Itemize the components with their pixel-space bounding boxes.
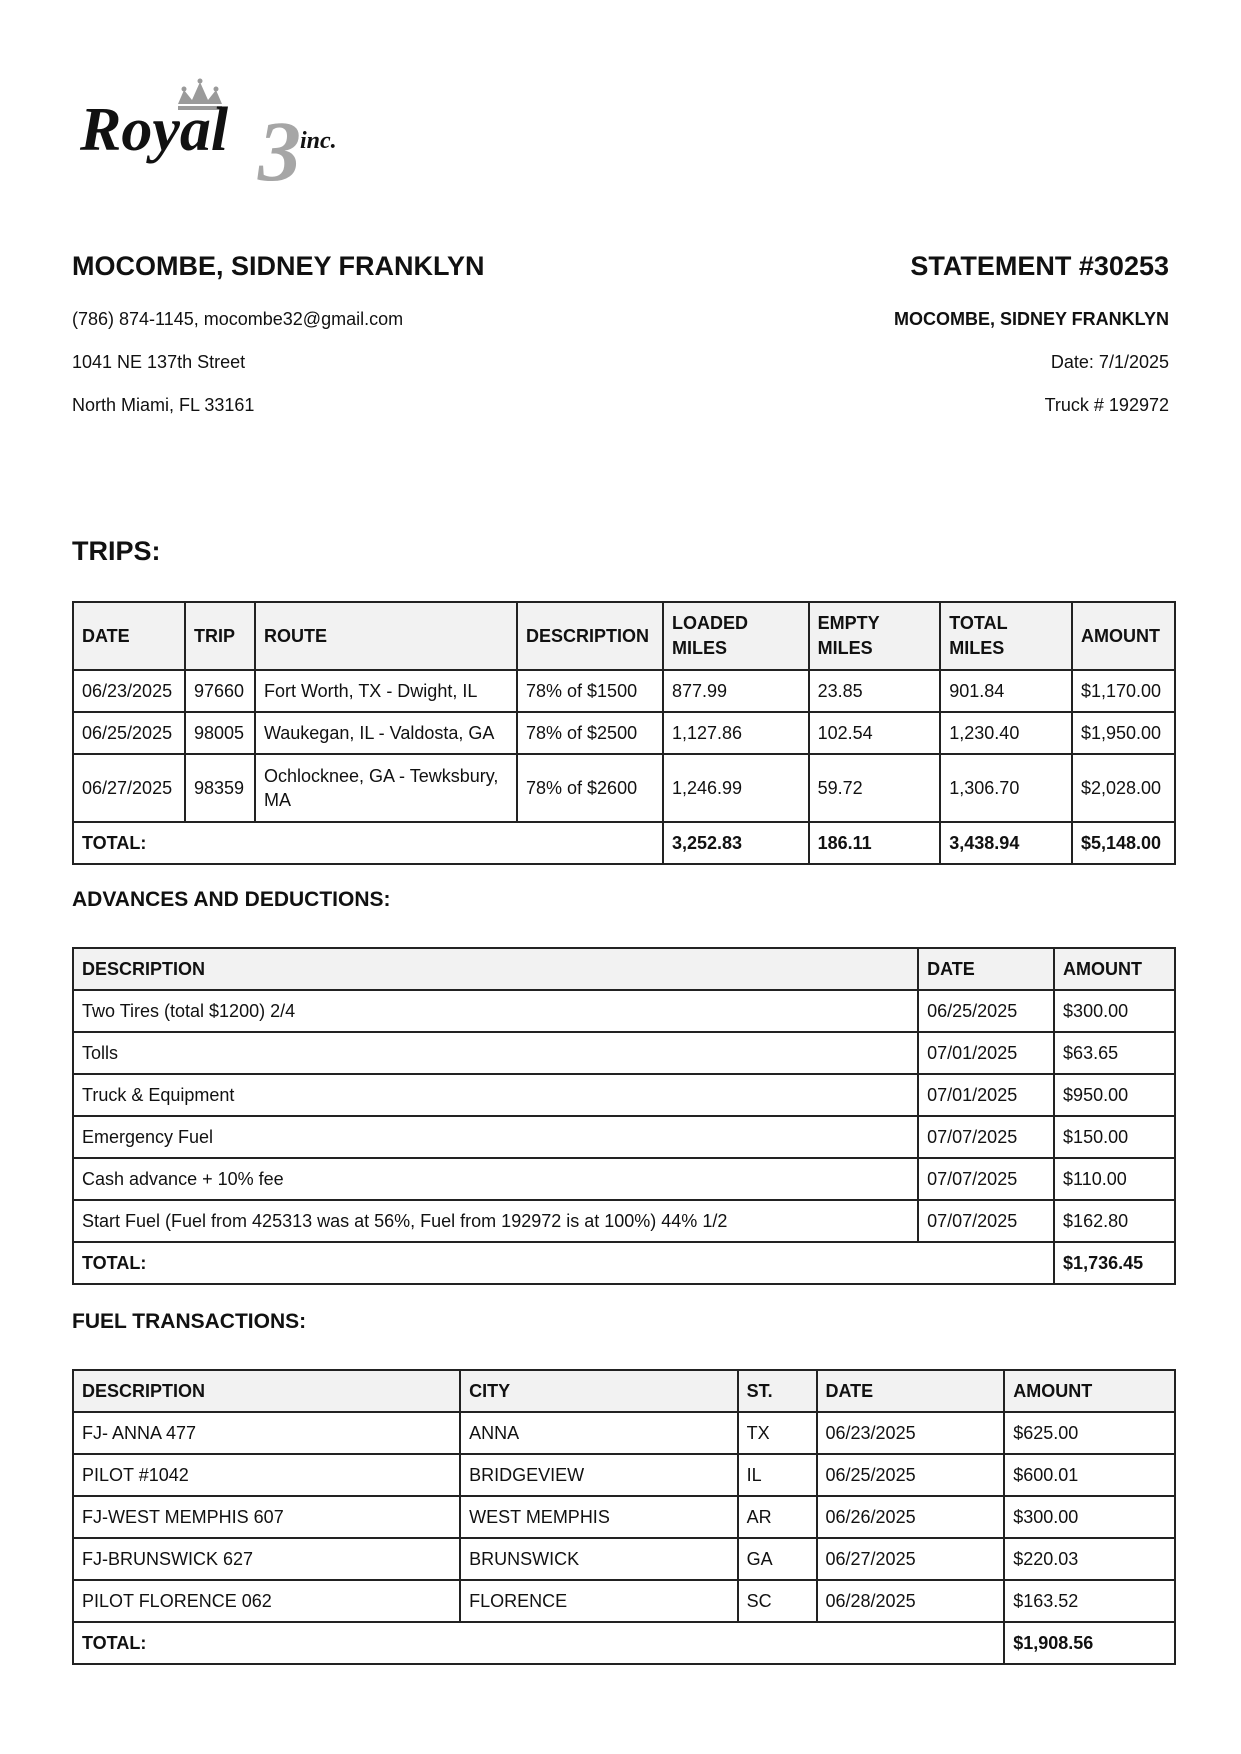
cell-state: AR <box>738 1496 817 1538</box>
cell-city: WEST MEMPHIS <box>460 1496 737 1538</box>
table-row <box>73 1032 1175 1074</box>
cell-date: 06/25/2025 <box>73 712 185 754</box>
column-header: DESCRIPTION <box>73 1370 460 1412</box>
cell-date: 06/23/2025 <box>73 670 185 712</box>
cell-date: 07/07/2025 <box>918 1200 1054 1242</box>
cell-date: 06/25/2025 <box>817 1454 1005 1496</box>
cell-total-miles: 1,306.70 <box>940 754 1072 822</box>
total-amount: $1,908.56 <box>1004 1622 1175 1664</box>
driver-contact: (786) 874-1145, mocombe32@gmail.com <box>72 309 404 329</box>
driver-name-heading: MOCOMBE, SIDNEY FRANKLYN <box>72 251 485 281</box>
cell-date: 06/27/2025 <box>817 1538 1005 1580</box>
column-header: DATE <box>817 1370 1005 1412</box>
table-row <box>73 1454 1175 1496</box>
column-header: DATE <box>73 602 185 670</box>
statement-title: STATEMENT #30253 <box>910 251 1169 281</box>
cell-loaded-miles: 1,246.99 <box>663 754 809 822</box>
cell-loaded-miles: 877.99 <box>663 670 809 712</box>
total-miles: 3,438.94 <box>940 822 1072 864</box>
cell-trip: 98359 <box>185 754 255 822</box>
cell-date: 07/07/2025 <box>918 1116 1054 1158</box>
column-header: AMOUNT <box>1004 1370 1175 1412</box>
cell-total-miles: 901.84 <box>940 670 1072 712</box>
cell-description: FJ-BRUNSWICK 627 <box>73 1538 460 1580</box>
svg-text:3: 3 <box>258 103 301 193</box>
cell-amount: $110.00 <box>1054 1158 1175 1200</box>
cell-description: FJ-WEST MEMPHIS 607 <box>73 1496 460 1538</box>
cell-description: Two Tires (total $1200) 2/4 <box>73 990 918 1032</box>
cell-city: FLORENCE <box>460 1580 737 1622</box>
cell-empty-miles: 23.85 <box>809 670 941 712</box>
cell-description: 78% of $1500 <box>517 670 663 712</box>
column-header: CITY <box>460 1370 737 1412</box>
cell-description: PILOT FLORENCE 062 <box>73 1580 460 1622</box>
statement-date: Date: 7/1/2025 <box>1050 352 1169 372</box>
cell-date: 06/28/2025 <box>817 1580 1005 1622</box>
cell-date: 06/25/2025 <box>918 990 1054 1032</box>
cell-amount: $1,170.00 <box>1072 670 1175 712</box>
table-row <box>73 1200 1175 1242</box>
royal-3-inc-logo <box>78 78 388 193</box>
column-header: EMPTY MILES <box>809 602 941 670</box>
truck-number: Truck # 192972 <box>1044 395 1169 415</box>
column-header: DATE <box>918 948 1054 990</box>
cell-route: Waukegan, IL - Valdosta, GA <box>255 712 517 754</box>
svg-text:Royal: Royal <box>80 96 229 164</box>
table-row <box>73 712 1175 754</box>
cell-description: Emergency Fuel <box>73 1116 918 1158</box>
driver-address-line2: North Miami, FL 33161 <box>72 395 255 415</box>
cell-amount: $600.01 <box>1004 1454 1175 1496</box>
column-header: TOTAL MILES <box>940 602 1072 670</box>
table-row <box>73 990 1175 1032</box>
cell-amount: $300.00 <box>1004 1496 1175 1538</box>
table-header-row <box>73 948 1175 990</box>
advances-table <box>72 947 1176 1285</box>
column-header: TRIP <box>185 602 255 670</box>
cell-state: TX <box>738 1412 817 1454</box>
cell-description: Cash advance + 10% fee <box>73 1158 918 1200</box>
cell-description: Truck & Equipment <box>73 1074 918 1116</box>
column-header: LOADED MILES <box>663 602 809 670</box>
company-logo <box>78 78 388 193</box>
column-header: ROUTE <box>255 602 517 670</box>
cell-empty-miles: 102.54 <box>809 712 941 754</box>
cell-amount: $163.52 <box>1004 1580 1175 1622</box>
cell-route: Ochlocknee, GA - Tewksbury, MA <box>255 754 517 822</box>
cell-empty-miles: 59.72 <box>809 754 941 822</box>
cell-date: 06/23/2025 <box>817 1412 1005 1454</box>
fuel-transactions-table <box>72 1369 1176 1665</box>
total-loaded-miles: 3,252.83 <box>663 822 809 864</box>
cell-trip: 97660 <box>185 670 255 712</box>
cell-city: BRIDGEVIEW <box>460 1454 737 1496</box>
cell-date: 07/01/2025 <box>918 1074 1054 1116</box>
cell-amount: $162.80 <box>1054 1200 1175 1242</box>
total-row <box>73 1242 1175 1284</box>
driver-address-line1: 1041 NE 137th Street <box>72 352 246 372</box>
total-label: TOTAL: <box>73 1622 1004 1664</box>
cell-description: PILOT #1042 <box>73 1454 460 1496</box>
column-header: DESCRIPTION <box>517 602 663 670</box>
cell-date: 06/26/2025 <box>817 1496 1005 1538</box>
cell-amount: $950.00 <box>1054 1074 1175 1116</box>
table-row <box>73 1158 1175 1200</box>
cell-loaded-miles: 1,127.86 <box>663 712 809 754</box>
total-label: TOTAL: <box>73 1242 1054 1284</box>
cell-city: BRUNSWICK <box>460 1538 737 1580</box>
cell-date: 06/27/2025 <box>73 754 185 822</box>
total-row <box>73 822 1175 864</box>
cell-amount: $150.00 <box>1054 1116 1175 1158</box>
table-row <box>73 1116 1175 1158</box>
cell-city: ANNA <box>460 1412 737 1454</box>
cell-description: Tolls <box>73 1032 918 1074</box>
total-amount: $5,148.00 <box>1072 822 1175 864</box>
total-amount: $1,736.45 <box>1054 1242 1175 1284</box>
table-row <box>73 1580 1175 1622</box>
table-row <box>73 1074 1175 1116</box>
advances-title: ADVANCES AND DEDUCTIONS: <box>72 888 391 911</box>
total-row <box>73 1622 1175 1664</box>
svg-text:inc.: inc. <box>300 128 337 154</box>
fuel-title: FUEL TRANSACTIONS: <box>72 1310 307 1333</box>
cell-state: SC <box>738 1580 817 1622</box>
cell-amount: $1,950.00 <box>1072 712 1175 754</box>
cell-description: 78% of $2500 <box>517 712 663 754</box>
cell-amount: $2,028.00 <box>1072 754 1175 822</box>
cell-state: IL <box>738 1454 817 1496</box>
cell-state: GA <box>738 1538 817 1580</box>
table-row <box>73 670 1175 712</box>
table-row <box>73 1496 1175 1538</box>
cell-route: Fort Worth, TX - Dwight, IL <box>255 670 517 712</box>
total-label: TOTAL: <box>73 822 663 864</box>
cell-amount: $625.00 <box>1004 1412 1175 1454</box>
cell-description: Start Fuel (Fuel from 425313 was at 56%, Fuel from 192972 is at 100%) 44% 1/2 <box>73 1200 918 1242</box>
total-empty-miles: 186.11 <box>809 822 941 864</box>
column-header: DESCRIPTION <box>73 948 918 990</box>
cell-description: FJ- ANNA 477 <box>73 1412 460 1454</box>
cell-trip: 98005 <box>185 712 255 754</box>
table-row <box>73 754 1175 822</box>
column-header: AMOUNT <box>1054 948 1175 990</box>
cell-total-miles: 1,230.40 <box>940 712 1072 754</box>
cell-description: 78% of $2600 <box>517 754 663 822</box>
table-row <box>73 1412 1175 1454</box>
table-header-row <box>73 602 1175 670</box>
cell-date: 07/07/2025 <box>918 1158 1054 1200</box>
trips-title: TRIPS: <box>72 536 161 566</box>
cell-amount: $300.00 <box>1054 990 1175 1032</box>
cell-amount: $63.65 <box>1054 1032 1175 1074</box>
cell-amount: $220.03 <box>1004 1538 1175 1580</box>
column-header: ST. <box>738 1370 817 1412</box>
table-row <box>73 1538 1175 1580</box>
cell-date: 07/01/2025 <box>918 1032 1054 1074</box>
column-header: AMOUNT <box>1072 602 1175 670</box>
trips-table <box>72 601 1176 865</box>
statement-driver-name: MOCOMBE, SIDNEY FRANKLYN <box>893 309 1169 329</box>
table-header-row <box>73 1370 1175 1412</box>
